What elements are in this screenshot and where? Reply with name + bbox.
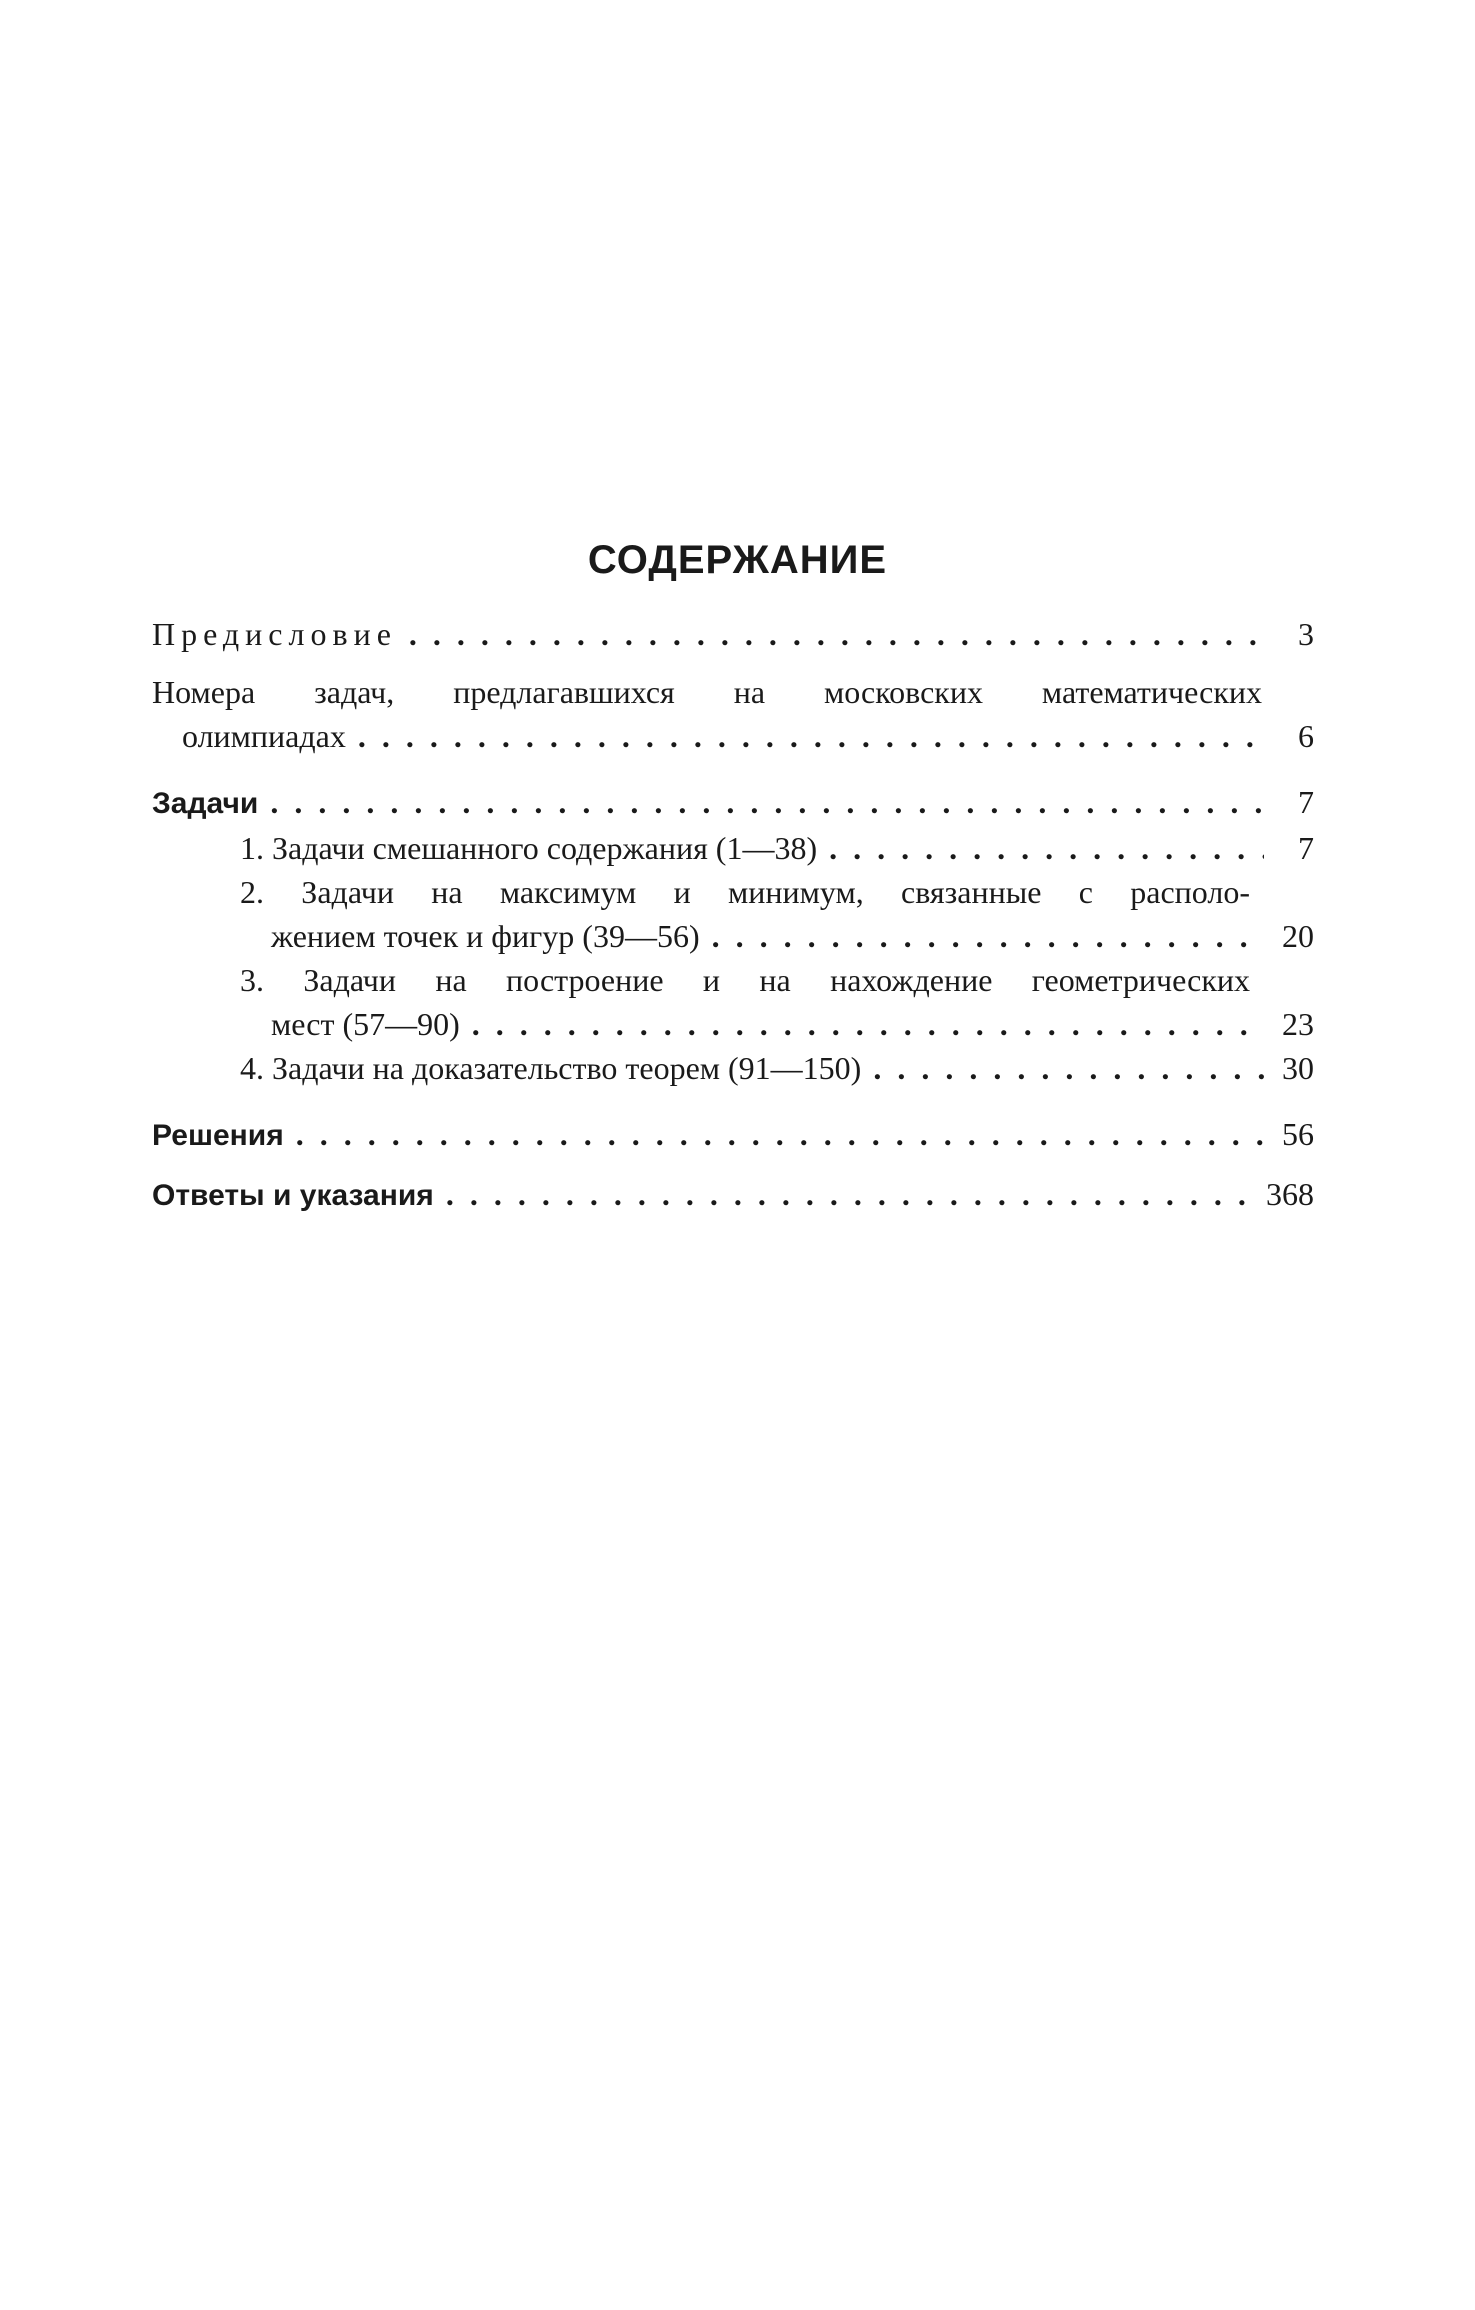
leader-dots <box>440 1172 1256 1216</box>
toc-entry-label-line2: жением точек и фигур (39—56) <box>271 918 700 954</box>
toc-entry-page: 368 <box>1266 1176 1314 1212</box>
toc-entry-label: 1. Задачи смешанного содержания (1—38) <box>240 830 818 866</box>
toc-entry-page: 56 <box>1282 1116 1314 1152</box>
toc-entry-problems[interactable] <box>152 780 1314 826</box>
leader-dots <box>867 1046 1264 1090</box>
leader-dots <box>264 780 1264 824</box>
toc-entry-preface[interactable] <box>152 612 1314 656</box>
toc-entry-label-line1: 2. Задачи на максимум и минимум, связанные с располо- <box>240 874 1250 910</box>
toc-entry-label: Задачи <box>152 787 259 820</box>
toc-entry-page: 3 <box>1298 616 1314 652</box>
leader-dots <box>403 612 1264 656</box>
leader-dots <box>823 826 1264 870</box>
leader-dots <box>706 914 1264 958</box>
toc-entry-label-line1: 3. Задачи на построение и на нахождение геометрических <box>240 962 1250 998</box>
toc-entry-section-4[interactable] <box>152 1046 1314 1090</box>
page-title: СОДЕРЖАНИЕ <box>587 538 888 582</box>
toc-entry-section-2[interactable] <box>152 870 1314 958</box>
toc-entry-olympiad-numbers[interactable] <box>152 670 1314 758</box>
toc-entry-solutions[interactable] <box>152 1112 1314 1158</box>
toc-entry-page: 6 <box>1298 718 1314 754</box>
toc-entry-page: 7 <box>1298 784 1314 820</box>
toc-entry-label-line2: мест (57—90) <box>271 1006 460 1042</box>
table-of-contents <box>152 612 1314 1218</box>
toc-entry-page: 30 <box>1282 1050 1314 1086</box>
toc-entry-page: 23 <box>1282 1006 1314 1042</box>
toc-entry-label: Решения <box>152 1119 284 1152</box>
toc-entry-page: 7 <box>1298 830 1314 866</box>
toc-entry-label: Ответы и указания <box>152 1179 434 1212</box>
toc-entry-section-1[interactable] <box>152 826 1314 870</box>
leader-dots <box>466 1002 1264 1046</box>
toc-entry-label: 4. Задачи на доказательство теорем (91—150) <box>240 1050 862 1086</box>
toc-entry-section-3[interactable] <box>152 958 1314 1046</box>
toc-entry-label-line1: Номера задач, предлагавшихся на московских математических <box>152 674 1262 710</box>
leader-dots <box>352 714 1264 758</box>
toc-entry-label: Предисловие <box>152 616 397 652</box>
toc-entry-page: 20 <box>1282 918 1314 954</box>
toc-entry-answers[interactable] <box>152 1172 1314 1218</box>
toc-entry-label-line2: олимпиадах <box>182 718 346 754</box>
leader-dots <box>290 1112 1264 1156</box>
